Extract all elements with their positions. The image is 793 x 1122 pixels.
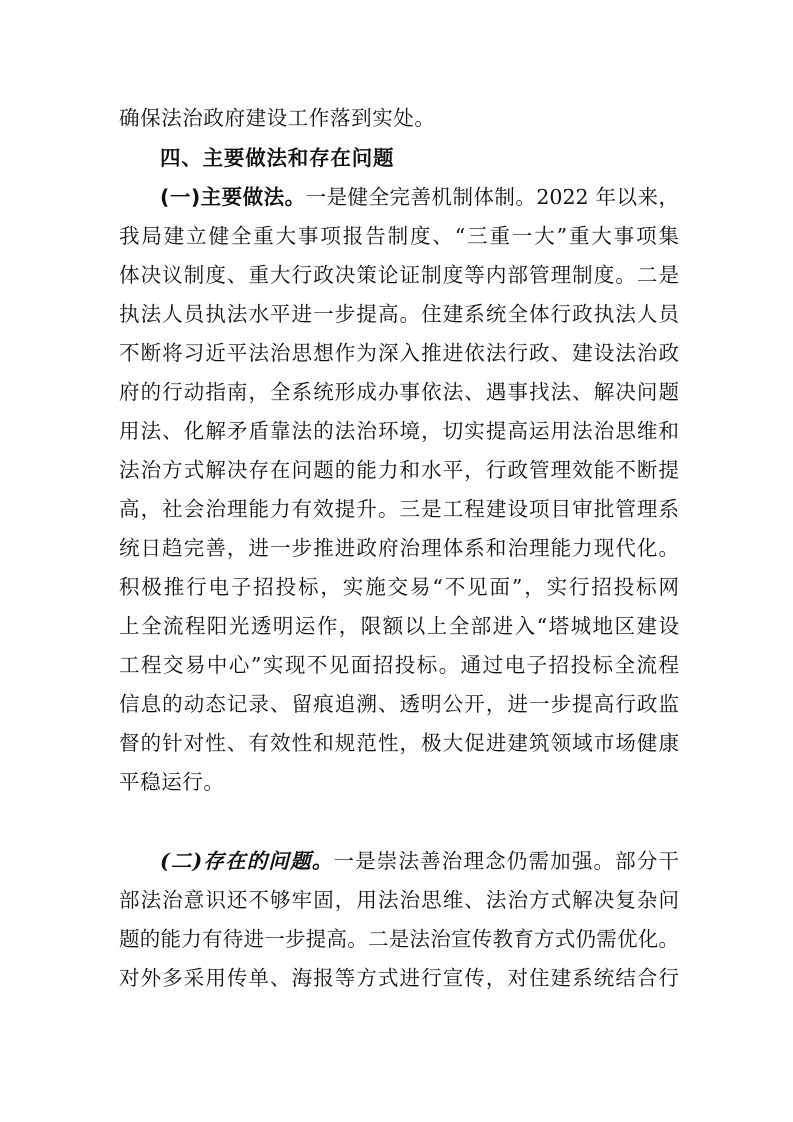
paragraph-line: 府的行动指南，全系统形成办事依法、遇事找法、解决问题 <box>119 380 679 404</box>
section-heading: 四、主要做法和存在问题 <box>160 146 395 170</box>
paragraph-line: 督的针对性、有效性和规范性，极大促进建筑领域市场健康 <box>119 731 679 755</box>
paragraph-line <box>160 184 679 210</box>
paragraph-line: 不断将习近平法治思想作为深入推进依法行政、建设法治政 <box>119 341 679 365</box>
paragraph-text: 一是健全完善机制体制。2022 年以来， <box>305 185 679 209</box>
paragraph-line: 执法人员执法水平进一步提高。住建系统全体行政执法人员 <box>119 302 679 326</box>
paragraph-line: 统日趋完善，进一步推进政府治理体系和治理能力现代化。 <box>119 536 679 560</box>
paragraph-line: 积极推行电子招投标，实施交易“不见面”，实行招投标网 <box>119 575 679 599</box>
paragraph-line: 信息的动态记录、留痕追溯、透明公开，进一步提高行政监 <box>119 692 679 716</box>
subheading-existing-problems: (二)存在的问题。 <box>160 849 334 873</box>
paragraph-line: 法治方式解决存在问题的能力和水平，行政管理效能不断提 <box>119 458 679 482</box>
paragraph-line <box>160 848 679 874</box>
paragraph-line: 确保法治政府建设工作落到实处。 <box>119 106 436 130</box>
paragraph-line: 部法治意识还不够牢固，用法治思维、法治方式解决复杂问 <box>119 888 679 912</box>
paragraph-line: 用法、化解矛盾靠法的法治环境，切实提高运用法治思维和 <box>119 419 679 443</box>
paragraph-line: 平稳运行。 <box>119 770 225 794</box>
paragraph-line: 上全流程阳光透明运作，限额以上全部进入“塔城地区建设 <box>119 614 679 638</box>
paragraph-line: 题的能力有待进一步提高。二是法治宣传教育方式仍需优化。 <box>119 927 679 951</box>
paragraph-text: 一是崇法善治理念仍需加强。部分干 <box>333 849 679 873</box>
paragraph-line: 高，社会治理能力有效提升。三是工程建设项目审批管理系 <box>119 497 679 521</box>
paragraph-line: 体决议制度、重大行政决策论证制度等内部管理制度。二是 <box>119 263 679 287</box>
paragraph-line: 工程交易中心”实现不见面招投标。通过电子招投标全流程 <box>119 653 679 677</box>
paragraph-line: 我局建立健全重大事项报告制度、“三重一大”重大事项集 <box>119 224 679 248</box>
paragraph-line: 对外多采用传单、海报等方式进行宣传，对住建系统结合行 <box>119 966 679 990</box>
subheading-main-practices: (一)主要做法。 <box>160 185 306 209</box>
